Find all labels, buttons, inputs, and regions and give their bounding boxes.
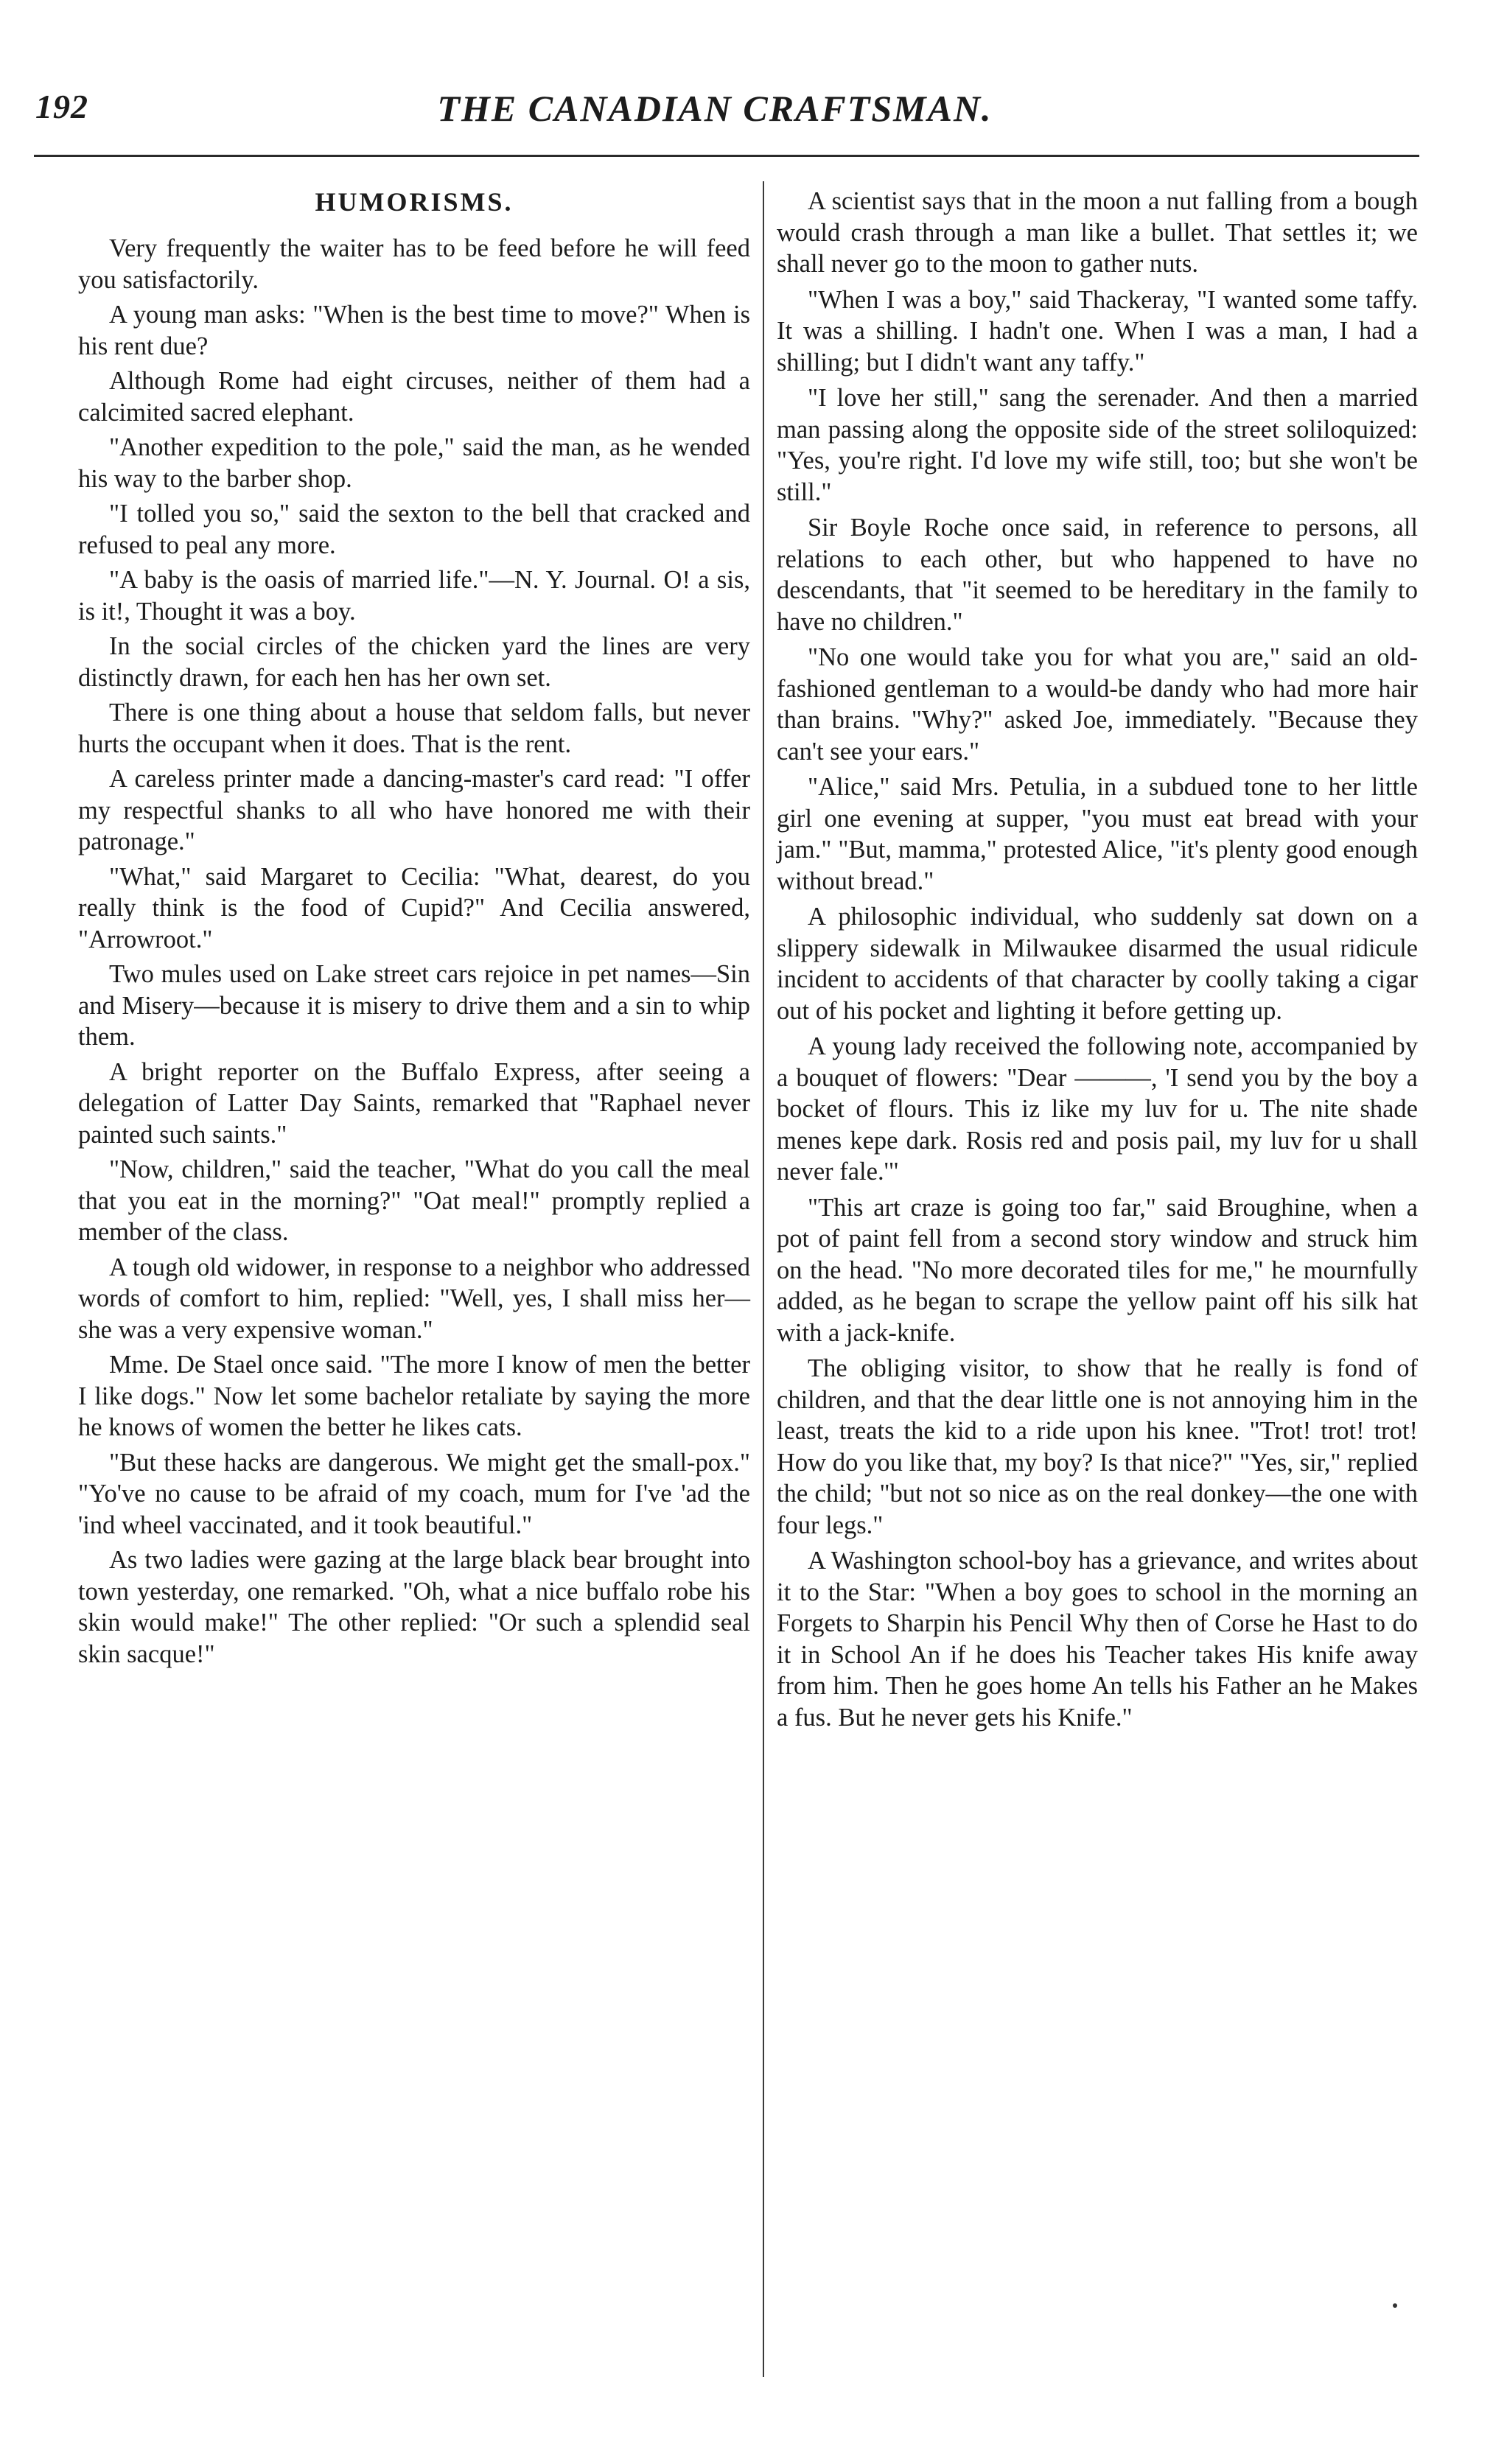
right-column — [777, 186, 1418, 1737]
joke-paragraph: "This art craze is going too far," said Broughine, when a pot of paint fell from a second story window and struck him on the head. "No more decorated tiles for me," he mournfully added, as he began to scrape the yellow paint off his silk hat with a jack-knife. — [777, 1193, 1418, 1347]
joke-paragraph: A scientist says that in the moon a nut falling from a bough would crash through a man like a bullet. That settles it; we shall never go to the moon to gather nuts. — [777, 187, 1418, 278]
joke-paragraph: The obliging visitor, to show that he really is fond of children, and that the dear little one is not annoying him in the least, treats the kid to a ride upon his knee. "Trot! trot! trot! How do you like that, my boy? Is that nice?" "Yes, sir," replied the child; "but not so nice as on the real donkey—the one with four legs." — [777, 1354, 1418, 1539]
print-speck — [1393, 2303, 1397, 2308]
joke-paragraph: "Alice," said Mrs. Petulia, in a subdued tone to her little girl one evening at supper, "you must eat bread with your jam." "But, mamma," protested Alice, "it's plenty good enough without bread." — [777, 773, 1418, 895]
page-header — [0, 87, 1430, 146]
joke-paragraph: A tough old widower, in response to a neighbor who addressed words of comfort to him, replied: "Well, yes, I shall miss her—she was a very expensive woman." — [78, 1253, 750, 1344]
page-number: 192 — [35, 88, 88, 125]
joke-paragraph: A young lady received the following note, accompanied by a bouquet of flowers: "Dear ———, 'I send you by the boy a bocket of flours. This iz like my luv for u. The nite shade menes kepe dark. Rosis red and posis pail, my luv for u shall never fale.'" — [777, 1032, 1418, 1186]
joke-paragraph: "No one would take you for what you are," said an old-fashioned gentleman to a would-be dandy who had more hair than brains. "Why?" asked Joe, immediately. "Because they can't see your ears." — [777, 643, 1418, 766]
joke-paragraph: Sir Boyle Roche once said, in reference to persons, all relations to each other, but who happened to have no descendants, that "it seemed to be hereditary in the family to have no children." — [777, 514, 1418, 636]
joke-paragraph: As two ladies were gazing at the large black bear brought into town yesterday, one remarked. "Oh, what a nice buffalo robe his skin would make!" The other replied: "Or such a splendid seal skin sacque!" — [78, 1546, 750, 1668]
running-title: THE CANADIAN CRAFTSMAN. — [437, 88, 993, 129]
column-divider — [763, 181, 764, 2377]
joke-paragraph: A Washington school-boy has a grievance, and writes about it to the Star: "When a boy goes to school in the morning an Forgets to Sharpin his Pencil Why then of Corse he Hast to do it in School An if he does his Teacher takes His knife away from him. Then he goes home An tells his Father an he Makes a fus. But he never gets his Knife." — [777, 1547, 1418, 1732]
joke-paragraph: "I tolled you so," said the sexton to the bell that cracked and refused to peal any more. — [78, 500, 750, 559]
joke-paragraph: A bright reporter on the Buffalo Express, after seeing a delegation of Latter Day Saints, remarked that "Raphael never painted such saints." — [78, 1057, 750, 1149]
joke-paragraph: A young man asks: "When is the best time to move?" When is his rent due? — [78, 301, 750, 360]
section-heading: HUMORISMS. — [315, 187, 514, 217]
joke-paragraph: Mme. De Stael once said. "The more I know of men the better I like dogs." Now let some bachelor retaliate by saying the more he knows of women the better he likes cats. — [78, 1351, 750, 1441]
joke-paragraph: "A baby is the oasis of married life."—N. Y. Journal. O! a sis, is it!, Thought it was a boy. — [78, 566, 750, 626]
joke-paragraph: "Now, children," said the teacher, "What do you call the meal that you eat in the morning?" "Oat meal!" promptly replied a member of the class. — [78, 1155, 750, 1246]
joke-paragraph: "But these hacks are dangerous. We might get the small-pox." "Yo've no cause to be afraid of my coach, mum for I've 'ad the 'ind wheel vaccinated, and it took beautiful." — [78, 1448, 750, 1539]
left-column — [78, 186, 750, 1673]
joke-paragraph: "What," said Margaret to Cecilia: "What, dearest, do you really think is the food of Cupid?" And Cecilia answered, "Arrowroot." — [78, 862, 750, 953]
joke-paragraph: "I love her still," sang the serenader. And then a married man passing along the opposite side of the street soliloquized: "Yes, you're right. I'd love my wife still, too; but she won't be still." — [777, 384, 1418, 506]
joke-paragraph: In the social circles of the chicken yard the lines are very distinctly drawn, for each hen has her own set. — [78, 632, 750, 692]
joke-paragraph: A careless printer made a dancing-master's card read: "I offer my respectful shanks to all who have honored me with their patronage." — [78, 765, 750, 855]
joke-paragraph: A philosophic individual, who suddenly sat down on a slippery sidewalk in Milwaukee disarmed the usual ridicule incident to accidents of that character by coolly taking a cigar out of his pocket and lighting it before getting up. — [777, 903, 1418, 1025]
joke-paragraph: There is one thing about a house that seldom falls, but never hurts the occupant when it does. That is the rent. — [78, 699, 750, 758]
joke-paragraph: "When I was a boy," said Thackeray, "I wanted some taffy. It was a shilling. I hadn't one. When I was a man, I had a shilling; but I didn't want any taffy." — [777, 285, 1418, 377]
header-rule — [34, 155, 1419, 157]
joke-paragraph: "Another expedition to the pole," said the man, as he wended his way to the barber shop. — [78, 433, 750, 493]
joke-paragraph: Although Rome had eight circuses, neither of them had a calcimited sacred elephant. — [78, 367, 750, 427]
joke-paragraph: Two mules used on Lake street cars rejoice in pet names—Sin and Misery—because it is misery to drive them and a sin to whip them. — [78, 960, 750, 1051]
joke-paragraph: Very frequently the waiter has to be feed before he will feed you satisfactorily. — [78, 234, 750, 294]
